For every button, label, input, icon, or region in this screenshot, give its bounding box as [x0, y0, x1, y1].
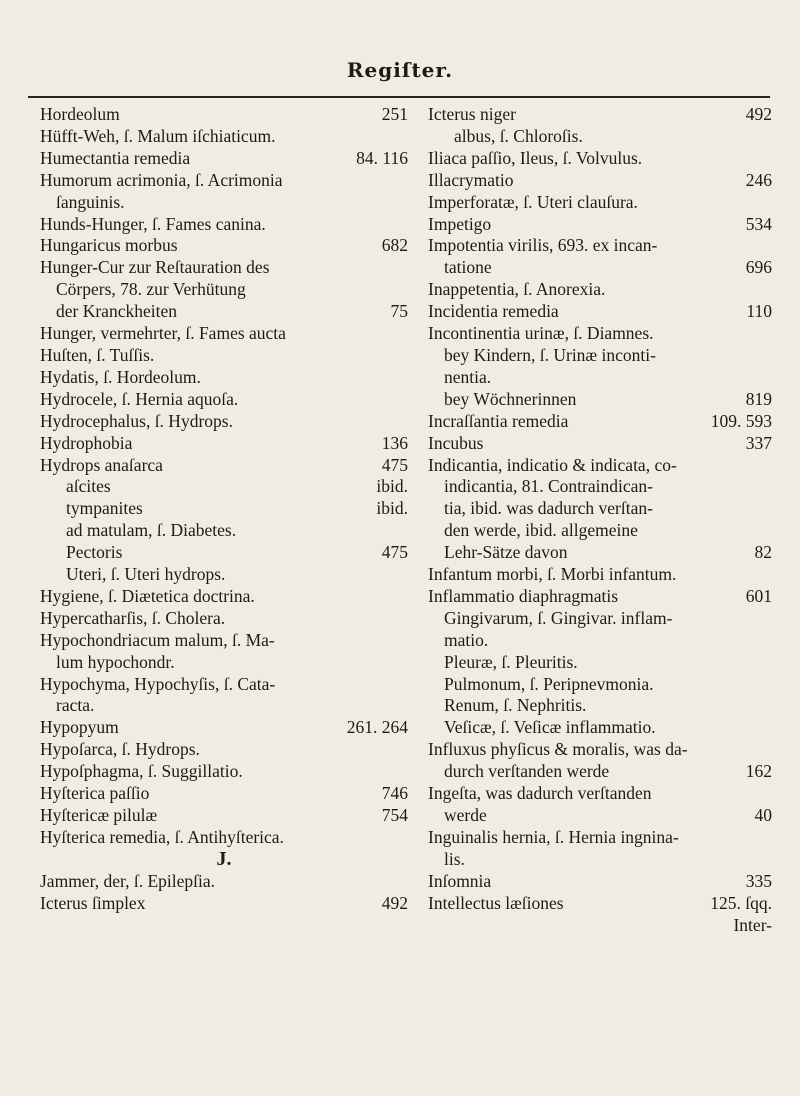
- index-entry: [428, 805, 772, 827]
- entry-term: Influxus phyſicus & moralis, was da-: [428, 739, 688, 760]
- index-entry: [40, 257, 408, 279]
- index-entry: [40, 235, 408, 257]
- entry-page-number: ibid.: [376, 498, 408, 519]
- index-entry: [40, 674, 408, 696]
- entry-term: Hypoſarca, ſ. Hydrops.: [40, 739, 200, 760]
- index-entry: [428, 411, 772, 433]
- entry-term: Impetigo: [428, 213, 492, 234]
- entry-page-number: 251: [381, 104, 408, 124]
- index-entry: [428, 170, 772, 192]
- index-entry: [40, 498, 408, 520]
- index-entry: [428, 695, 772, 717]
- entry-term: Hyſtericæ pilulæ: [40, 805, 158, 825]
- entry-term: Hunger-Cur zur Reſtauration des: [40, 257, 270, 278]
- index-entry: [40, 520, 408, 542]
- entry-page-number: 337: [745, 432, 772, 453]
- entry-term: Icterus niger: [428, 104, 516, 124]
- entry-page-number: 475: [381, 454, 408, 475]
- index-entry: [428, 301, 772, 323]
- entry-page-number: 136: [381, 432, 408, 453]
- entry-term: bey Kindern, ſ. Urinæ inconti-: [444, 344, 656, 365]
- entry-term: Hydrops anaſarca: [40, 454, 163, 475]
- entry-page-number: 682: [381, 235, 408, 256]
- index-entry: [40, 148, 408, 170]
- entry-term: Hydrophobia: [40, 432, 133, 453]
- index-entry: [428, 104, 772, 126]
- entry-term: Hyſterica paſſio: [40, 783, 150, 804]
- index-entry: [428, 849, 772, 871]
- entry-term: Hydatis, ſ. Hordeolum.: [40, 366, 201, 387]
- entry-term: den werde, ibid. allgemeine: [444, 520, 638, 541]
- entry-term: nentia.: [444, 366, 492, 387]
- page-title: Regiſter.: [346, 58, 454, 82]
- index-entry: [40, 345, 408, 367]
- index-entry: [428, 586, 772, 608]
- entry-term: Hypoſphagma, ſ. Suggillatio.: [40, 761, 243, 782]
- index-entry: [40, 652, 408, 674]
- index-entry: [40, 323, 408, 345]
- entry-term: Hydrocephalus, ſ. Hydrops.: [40, 410, 233, 431]
- index-entry: [40, 542, 408, 564]
- index-entry: [428, 214, 772, 236]
- entry-term: indicantia, 81. Contraindican-: [444, 476, 653, 497]
- index-entry: [40, 871, 408, 893]
- entry-term: werde: [444, 805, 487, 825]
- index-entry: [428, 279, 772, 301]
- index-entry: [428, 674, 772, 696]
- entry-term: Impotentia virilis, 693. ex incan-: [428, 235, 658, 256]
- entry-term: Hungaricus morbus: [40, 235, 178, 256]
- entry-term: Hypochondriacum malum, ſ. Ma-: [40, 629, 275, 650]
- entry-page-number: 335: [745, 870, 772, 891]
- index-entry: [40, 564, 408, 586]
- entry-term: aſcites: [66, 476, 111, 497]
- entry-term: Hygiene, ſ. Diætetica doctrina.: [40, 585, 255, 606]
- index-entry: [40, 695, 408, 717]
- entry-term: lum hypochondr.: [56, 651, 175, 672]
- entry-page-number: 109. 593: [710, 410, 772, 431]
- entry-term: lis.: [444, 848, 465, 869]
- entry-term: Pleuræ, ſ. Pleuritis.: [444, 651, 578, 672]
- entry-term: Humorum acrimonia, ſ. Acrimonia: [40, 169, 283, 190]
- entry-term: Hypopyum: [40, 717, 119, 738]
- entry-page-number: 601: [745, 585, 772, 606]
- index-entry: [428, 630, 772, 652]
- entry-term: Hüfft-Weh, ſ. Malum iſchiaticum.: [40, 125, 276, 146]
- index-entry: [40, 608, 408, 630]
- entry-page-number: 110: [746, 301, 772, 322]
- index-entry: [40, 367, 408, 389]
- left-column: [40, 104, 408, 915]
- entry-term: tympanites: [66, 498, 143, 519]
- index-entry: [428, 739, 772, 761]
- entry-term: Incraſſantia remedia: [428, 410, 569, 431]
- index-entry: [428, 235, 772, 257]
- entry-page-number: 819: [745, 388, 772, 409]
- index-entry: [428, 476, 772, 498]
- entry-term: ad matulam, ſ. Diabetes.: [66, 520, 237, 541]
- index-entry: [428, 257, 772, 279]
- index-entry: [40, 827, 408, 849]
- entry-term: Inſomnia: [428, 870, 492, 891]
- index-entry: [40, 170, 408, 192]
- entry-term: Iliaca paſſio, Ileus, ſ. Volvulus.: [428, 147, 643, 168]
- index-entry: [428, 893, 772, 915]
- entry-term: Incidentia remedia: [428, 301, 559, 322]
- right-column: [428, 104, 772, 936]
- entry-page-number: 82: [754, 542, 772, 563]
- entry-term: tatione: [444, 257, 492, 278]
- entry-term: Hydrocele, ſ. Hernia aquoſa.: [40, 388, 239, 409]
- entry-term: Uteri, ſ. Uteri hydrops.: [66, 564, 226, 585]
- index-entry: [428, 455, 772, 477]
- entry-term: Hypercatharſis, ſ. Cholera.: [40, 607, 226, 628]
- index-entry: [428, 564, 772, 586]
- index-entry: [428, 433, 772, 455]
- index-entry: [428, 345, 772, 367]
- entry-page-number: 746: [381, 783, 408, 804]
- entry-term: Pectoris: [66, 542, 123, 563]
- index-entry: [40, 433, 408, 455]
- index-entry: [40, 849, 408, 871]
- entry-term: bey Wöchnerinnen: [444, 388, 577, 409]
- entry-term: Cörpers, 78. zur Verhütung: [56, 279, 246, 300]
- index-entry: [428, 717, 772, 739]
- entry-term: Jammer, der, ſ. Epilepſia.: [40, 870, 215, 891]
- entry-term: Humectantia remedia: [40, 147, 191, 168]
- index-entry: [40, 411, 408, 433]
- entry-page-number: 492: [745, 104, 772, 124]
- index-entry: [40, 586, 408, 608]
- entry-page-number: 696: [745, 257, 772, 278]
- entry-term: Incontinentia urinæ, ſ. Diamnes.: [428, 323, 654, 344]
- entry-term: Inflammatio diaphragmatis: [428, 585, 619, 606]
- index-entry: [428, 783, 772, 805]
- index-entry: [428, 761, 772, 783]
- entry-term: matio.: [444, 629, 489, 650]
- entry-term: tia, ibid. was dadurch verſtan-: [444, 498, 653, 519]
- index-entry: [428, 389, 772, 411]
- entry-term: albus, ſ. Chloroſis.: [454, 125, 583, 146]
- entry-page-number: 534: [745, 213, 772, 234]
- entry-term: der Kranckheiten: [56, 301, 177, 322]
- entry-term: Indicantia, indicatio & indicata, co-: [428, 454, 677, 475]
- index-entry: [40, 717, 408, 739]
- entry-term: Hunds-Hunger, ſ. Fames canina.: [40, 213, 266, 234]
- index-entry: [40, 805, 408, 827]
- entry-term: Intellectus læſiones: [428, 892, 564, 913]
- index-entry: [428, 192, 772, 214]
- entry-term: Renum, ſ. Nephritis.: [444, 695, 587, 716]
- entry-term: Veſicæ, ſ. Veſicæ inflammatio.: [444, 717, 656, 738]
- index-entry: [40, 783, 408, 805]
- index-entry: [40, 389, 408, 411]
- entry-term: Inter-: [733, 914, 772, 935]
- entry-term: Illacrymatio: [428, 169, 514, 190]
- entry-term: J.: [216, 847, 232, 870]
- entry-page-number: 125. ſqq.: [710, 892, 772, 913]
- header-rule: [28, 96, 770, 98]
- entry-term: Hunger, vermehrter, ſ. Fames aucta: [40, 323, 286, 344]
- entry-term: Huſten, ſ. Tuſſis.: [40, 344, 155, 365]
- entry-term: Pulmonum, ſ. Peripnevmonia.: [444, 673, 654, 694]
- index-entry: [40, 104, 408, 126]
- index-entry: [428, 520, 772, 542]
- entry-term: Inappetentia, ſ. Anorexia.: [428, 279, 606, 300]
- entry-page-number: 162: [745, 761, 772, 782]
- index-entry: [428, 323, 772, 345]
- entry-page-number: 246: [745, 169, 772, 190]
- entry-term: durch verſtanden werde: [444, 761, 610, 782]
- entry-term: Imperforatæ, ſ. Uteri clauſura.: [428, 191, 638, 212]
- entry-page-number: 475: [381, 542, 408, 563]
- index-entry: [428, 367, 772, 389]
- index-entry: [40, 126, 408, 148]
- entry-page-number: 754: [381, 805, 408, 825]
- index-entry: [40, 476, 408, 498]
- entry-page-number: ibid.: [376, 476, 408, 497]
- entry-term: ſanguinis.: [56, 191, 125, 212]
- index-entry: [40, 214, 408, 236]
- index-entry: [40, 279, 408, 301]
- index-entry: [428, 608, 772, 630]
- index-entry: [428, 871, 772, 893]
- index-entry: [40, 739, 408, 761]
- index-entry: [428, 148, 772, 170]
- entry-term: racta.: [56, 695, 95, 716]
- entry-page-number: 261. 264: [346, 717, 408, 738]
- entry-page-number: 84. 116: [356, 147, 408, 168]
- entry-term: Infantum morbi, ſ. Morbi infantum.: [428, 564, 677, 585]
- entry-term: Icterus ſimplex: [40, 892, 146, 913]
- index-entry: [428, 542, 772, 564]
- entry-term: Lehr-Sätze davon: [444, 542, 568, 563]
- index-entry: [40, 761, 408, 783]
- entry-term: Incubus: [428, 432, 484, 453]
- entry-term: Hordeolum: [40, 104, 120, 124]
- index-entry: [40, 893, 408, 915]
- index-entry: [40, 192, 408, 214]
- entry-term: Hyſterica remedia, ſ. Antihyſterica.: [40, 826, 284, 847]
- index-entry: [428, 652, 772, 674]
- entry-page-number: 75: [390, 301, 408, 322]
- entry-term: Inguinalis hernia, ſ. Hernia ingnina-: [428, 826, 679, 847]
- entry-term: Ingeſta, was dadurch verſtanden: [428, 783, 652, 804]
- index-entry: [428, 498, 772, 520]
- index-entry: [40, 455, 408, 477]
- entry-term: Hypochyma, Hypochyſis, ſ. Cata-: [40, 673, 276, 694]
- index-entry: [40, 301, 408, 323]
- entry-page-number: 40: [754, 805, 772, 825]
- index-entry: [428, 126, 772, 148]
- entry-term: Gingivarum, ſ. Gingivar. inflam-: [444, 607, 673, 628]
- index-entry: [428, 827, 772, 849]
- index-entry: [428, 915, 772, 937]
- entry-page-number: 492: [381, 892, 408, 913]
- index-entry: [40, 630, 408, 652]
